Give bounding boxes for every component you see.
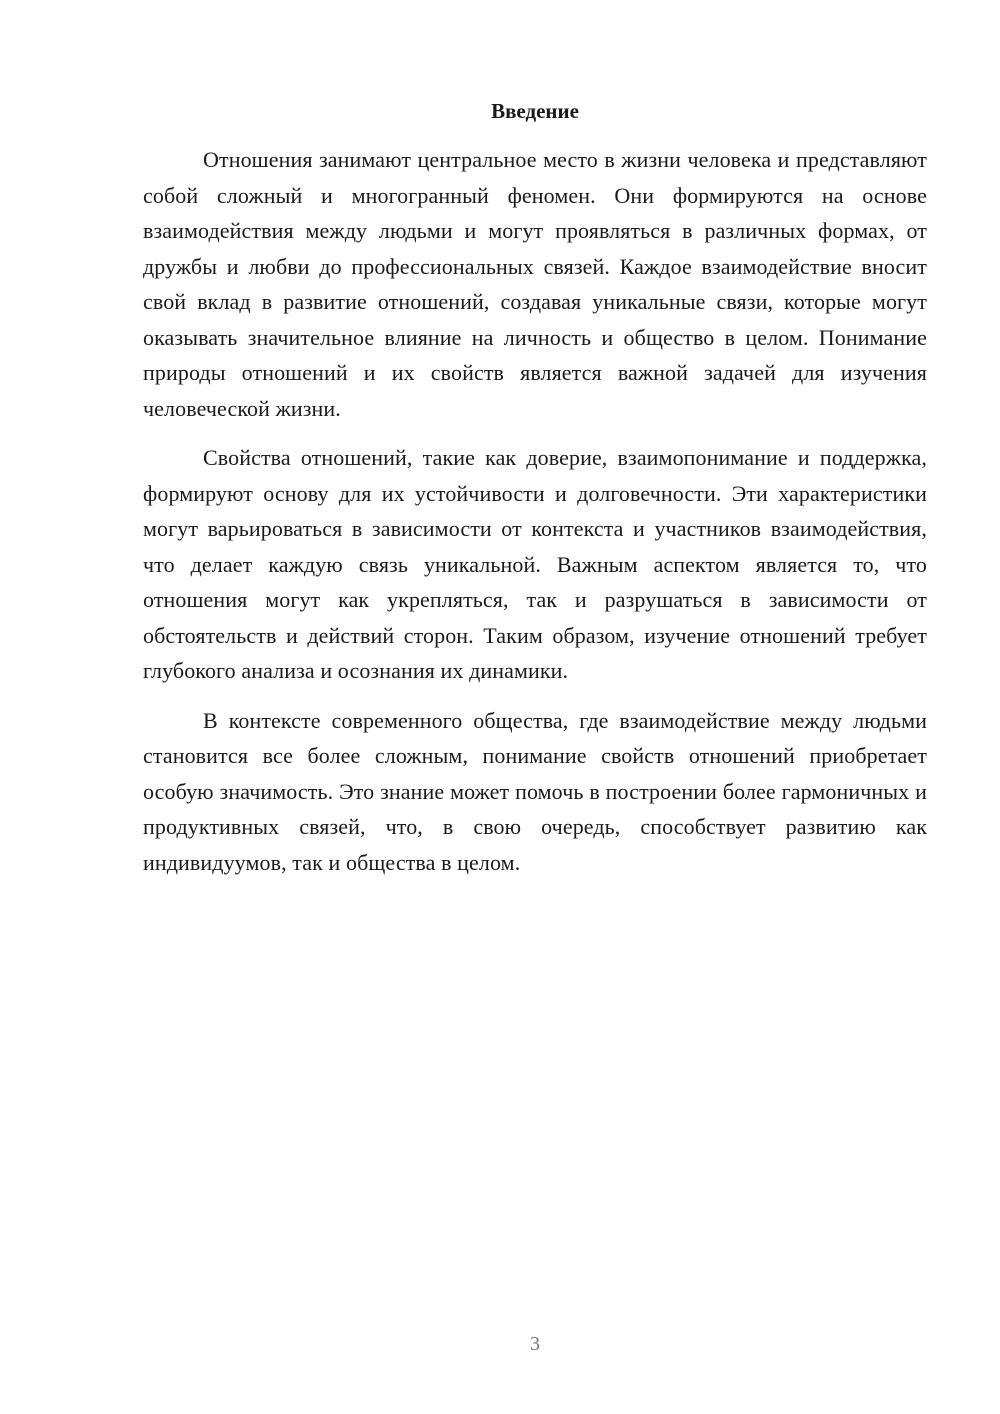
- paragraph-3: В контексте современного общества, где взаимодействие между людьми становится все более сложным, понимание свойств отношений приобретает особую значимость. Это знание может помочь в построении более гармоничных и продуктивных связей, что, в свою очередь, способствует развитию как индивидуумов, так и общества в целом.: [143, 707, 927, 875]
- paragraph-1: Отношения занимают центральное место в жизни человека и представляют собой сложный и многогранный феномен. Они формируются на основе взаимодействия между людьми и могут проявляться в различных формах, от дружбы и любви до профессиональных связей. Каждое взаимодействие вносит свой вклад в развитие отношений, создавая уникальные связи, которые могут оказывать значительное влияние на личность и общество в целом. Понимание природы отношений и их свойств является важной задачей для изучения человеческой жизни.: [143, 147, 927, 421]
- page-number: 3: [530, 1333, 540, 1355]
- page-title: Введение: [491, 99, 579, 123]
- document-body: [143, 142, 927, 894]
- paragraph-2: Свойства отношений, такие как доверие, взаимопонимание и поддержка, формируют основу для их устойчивости и долговечности. Эти характеристики могут варьироваться в зависимости от контекста и участников взаимодействия, что делает каждую связь уникальной. Важным аспектом является то, что отношения могут как укрепляться, так и разрушаться в зависимости от обстоятельств и действий сторон. Таким образом, изучение отношений требует глубокого анализа и осознания их динамики.: [143, 445, 927, 683]
